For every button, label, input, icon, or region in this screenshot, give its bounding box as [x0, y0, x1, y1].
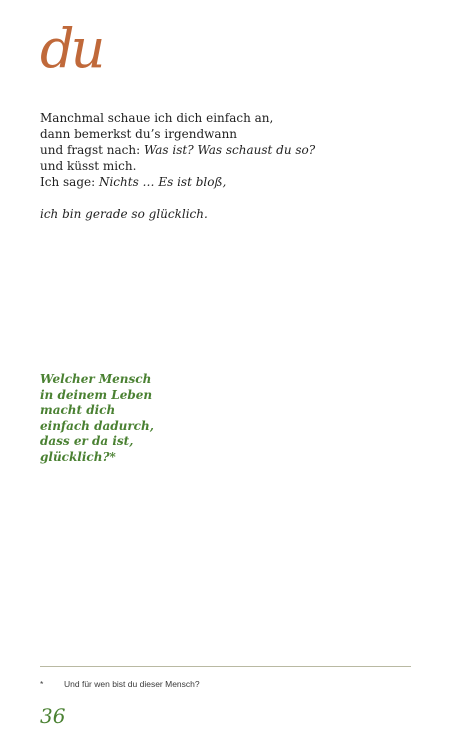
reflection-question: [40, 372, 240, 465]
poem-line-4: und küsst mich.: [40, 159, 137, 173]
poem-stanza-gap: [40, 190, 440, 206]
page-title: du: [40, 17, 102, 80]
poem-line-1: Manchmal schaue ich dich einfach an,: [40, 111, 274, 125]
question-line-4: einfach dadurch,: [40, 418, 154, 433]
poem-line-6-italic: ich bin gerade so glücklich.: [40, 207, 208, 221]
page-number: 36: [40, 704, 66, 728]
poem-line-2: dann bemerkst du’s irgendwann: [40, 127, 238, 141]
question-line-2: in deinem Leben: [40, 387, 153, 402]
question-line-1: Welcher Mensch: [40, 372, 152, 386]
question-line-6: glücklich?*: [40, 449, 116, 464]
footnote-text: Und für wen bist du dieser Mensch?: [64, 679, 200, 689]
footnote-marker: *: [40, 679, 44, 689]
poem-line-5-italic: Nichts … Es ist bloß,: [98, 175, 227, 189]
poem: [40, 110, 440, 222]
poem-line-5: [40, 174, 440, 190]
footnote: [40, 679, 200, 689]
footnote-divider: [40, 666, 411, 667]
poem-line-3: [40, 142, 440, 158]
question-line-3: macht dich: [40, 403, 116, 417]
poem-line-5-plain: Ich sage:: [40, 175, 99, 189]
poem-line-6: [40, 206, 440, 222]
question-line-5: dass er da ist,: [40, 434, 134, 448]
poem-line-3-plain: und fragst nach:: [40, 143, 144, 157]
poem-line-3-italic: Was ist? Was schaust du so?: [143, 143, 316, 157]
